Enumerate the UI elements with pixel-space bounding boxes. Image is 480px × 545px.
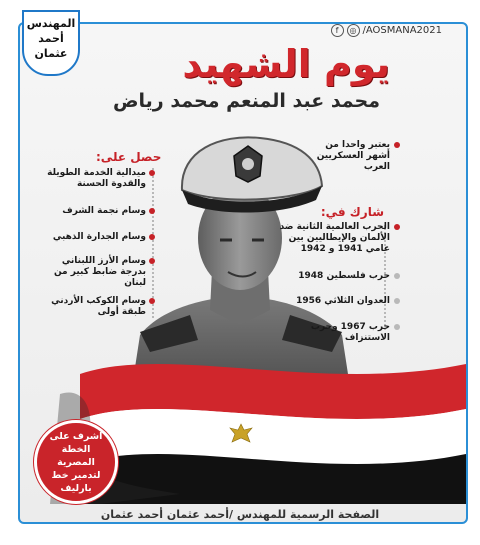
received-timeline	[152, 168, 154, 318]
bullet-dot	[394, 142, 400, 148]
participated-item-2	[270, 271, 390, 282]
social-handle-text: /AOSMANA2021	[362, 25, 442, 36]
received-item-3	[40, 232, 146, 243]
received-item-4	[40, 256, 146, 289]
intro-text: يعتبر واحدا من أشهر العسكريين العرب	[316, 140, 390, 172]
bullet-dot	[394, 224, 400, 230]
highlight-circle	[34, 420, 118, 504]
received-item-2	[40, 206, 146, 217]
received-text-2: وسام نجمة الشرف	[62, 206, 146, 216]
bullet-dot	[149, 258, 155, 264]
footer-credit: الصفحة الرسمية للمهندس /أحمد عثمان أحمد عثمان	[100, 508, 380, 521]
participated-text-2: حرب فلسطين 1948	[298, 271, 390, 281]
participated-text-3: العدوان الثلاثي 1956	[296, 296, 390, 306]
author-badge-line-3: عثمان	[34, 47, 68, 60]
bullet-dot	[149, 208, 155, 214]
participated-title: شارك في:	[320, 205, 384, 219]
page-title: يوم الشهيد	[182, 42, 390, 86]
participated-item-3	[270, 296, 390, 307]
bullet-dot	[394, 273, 400, 279]
received-item-5	[40, 296, 146, 318]
intro-item	[300, 140, 390, 173]
highlight-circle-text: اشرف على الخطة المصرية لتدمير خط بارليف	[49, 430, 103, 494]
eagle-emblem-icon	[228, 422, 254, 446]
author-badge-line-2: أحمد	[38, 32, 64, 45]
bullet-dot	[149, 298, 155, 304]
instagram-icon: ◎	[347, 24, 360, 37]
received-text-4: وسام الأرز اللبناني بدرجة ضابط كبير من لبنان	[53, 256, 146, 288]
author-badge	[22, 10, 80, 76]
received-text-3: وسام الجدارة الذهبي	[52, 232, 146, 242]
participated-item-1	[270, 222, 390, 255]
participated-text-1: الحرب العالمية الثانية ضد الألمان والإيطاليين بين عامي 1941 و 1942	[279, 222, 390, 254]
author-badge-line-1: المهندس	[26, 17, 76, 30]
received-item-1	[40, 168, 146, 190]
bullet-dot	[149, 234, 155, 240]
received-text-1: ميدالية الخدمة الطويلة والقدوة الحسنة	[47, 168, 146, 189]
received-title: حصل على:	[96, 150, 162, 164]
page-subtitle: محمد عبد المنعم محمد رياض	[112, 90, 380, 112]
participated-item-4	[270, 322, 390, 344]
bullet-dot	[394, 324, 400, 330]
facebook-icon: f	[331, 24, 344, 37]
social-handle	[331, 24, 443, 37]
bullet-dot	[394, 298, 400, 304]
received-text-5: وسام الكوكب الأردني طبقة أولى	[51, 296, 146, 317]
bullet-dot	[149, 170, 155, 176]
participated-text-4: حرب 1967 وحرب الاستنزاف	[310, 322, 390, 343]
